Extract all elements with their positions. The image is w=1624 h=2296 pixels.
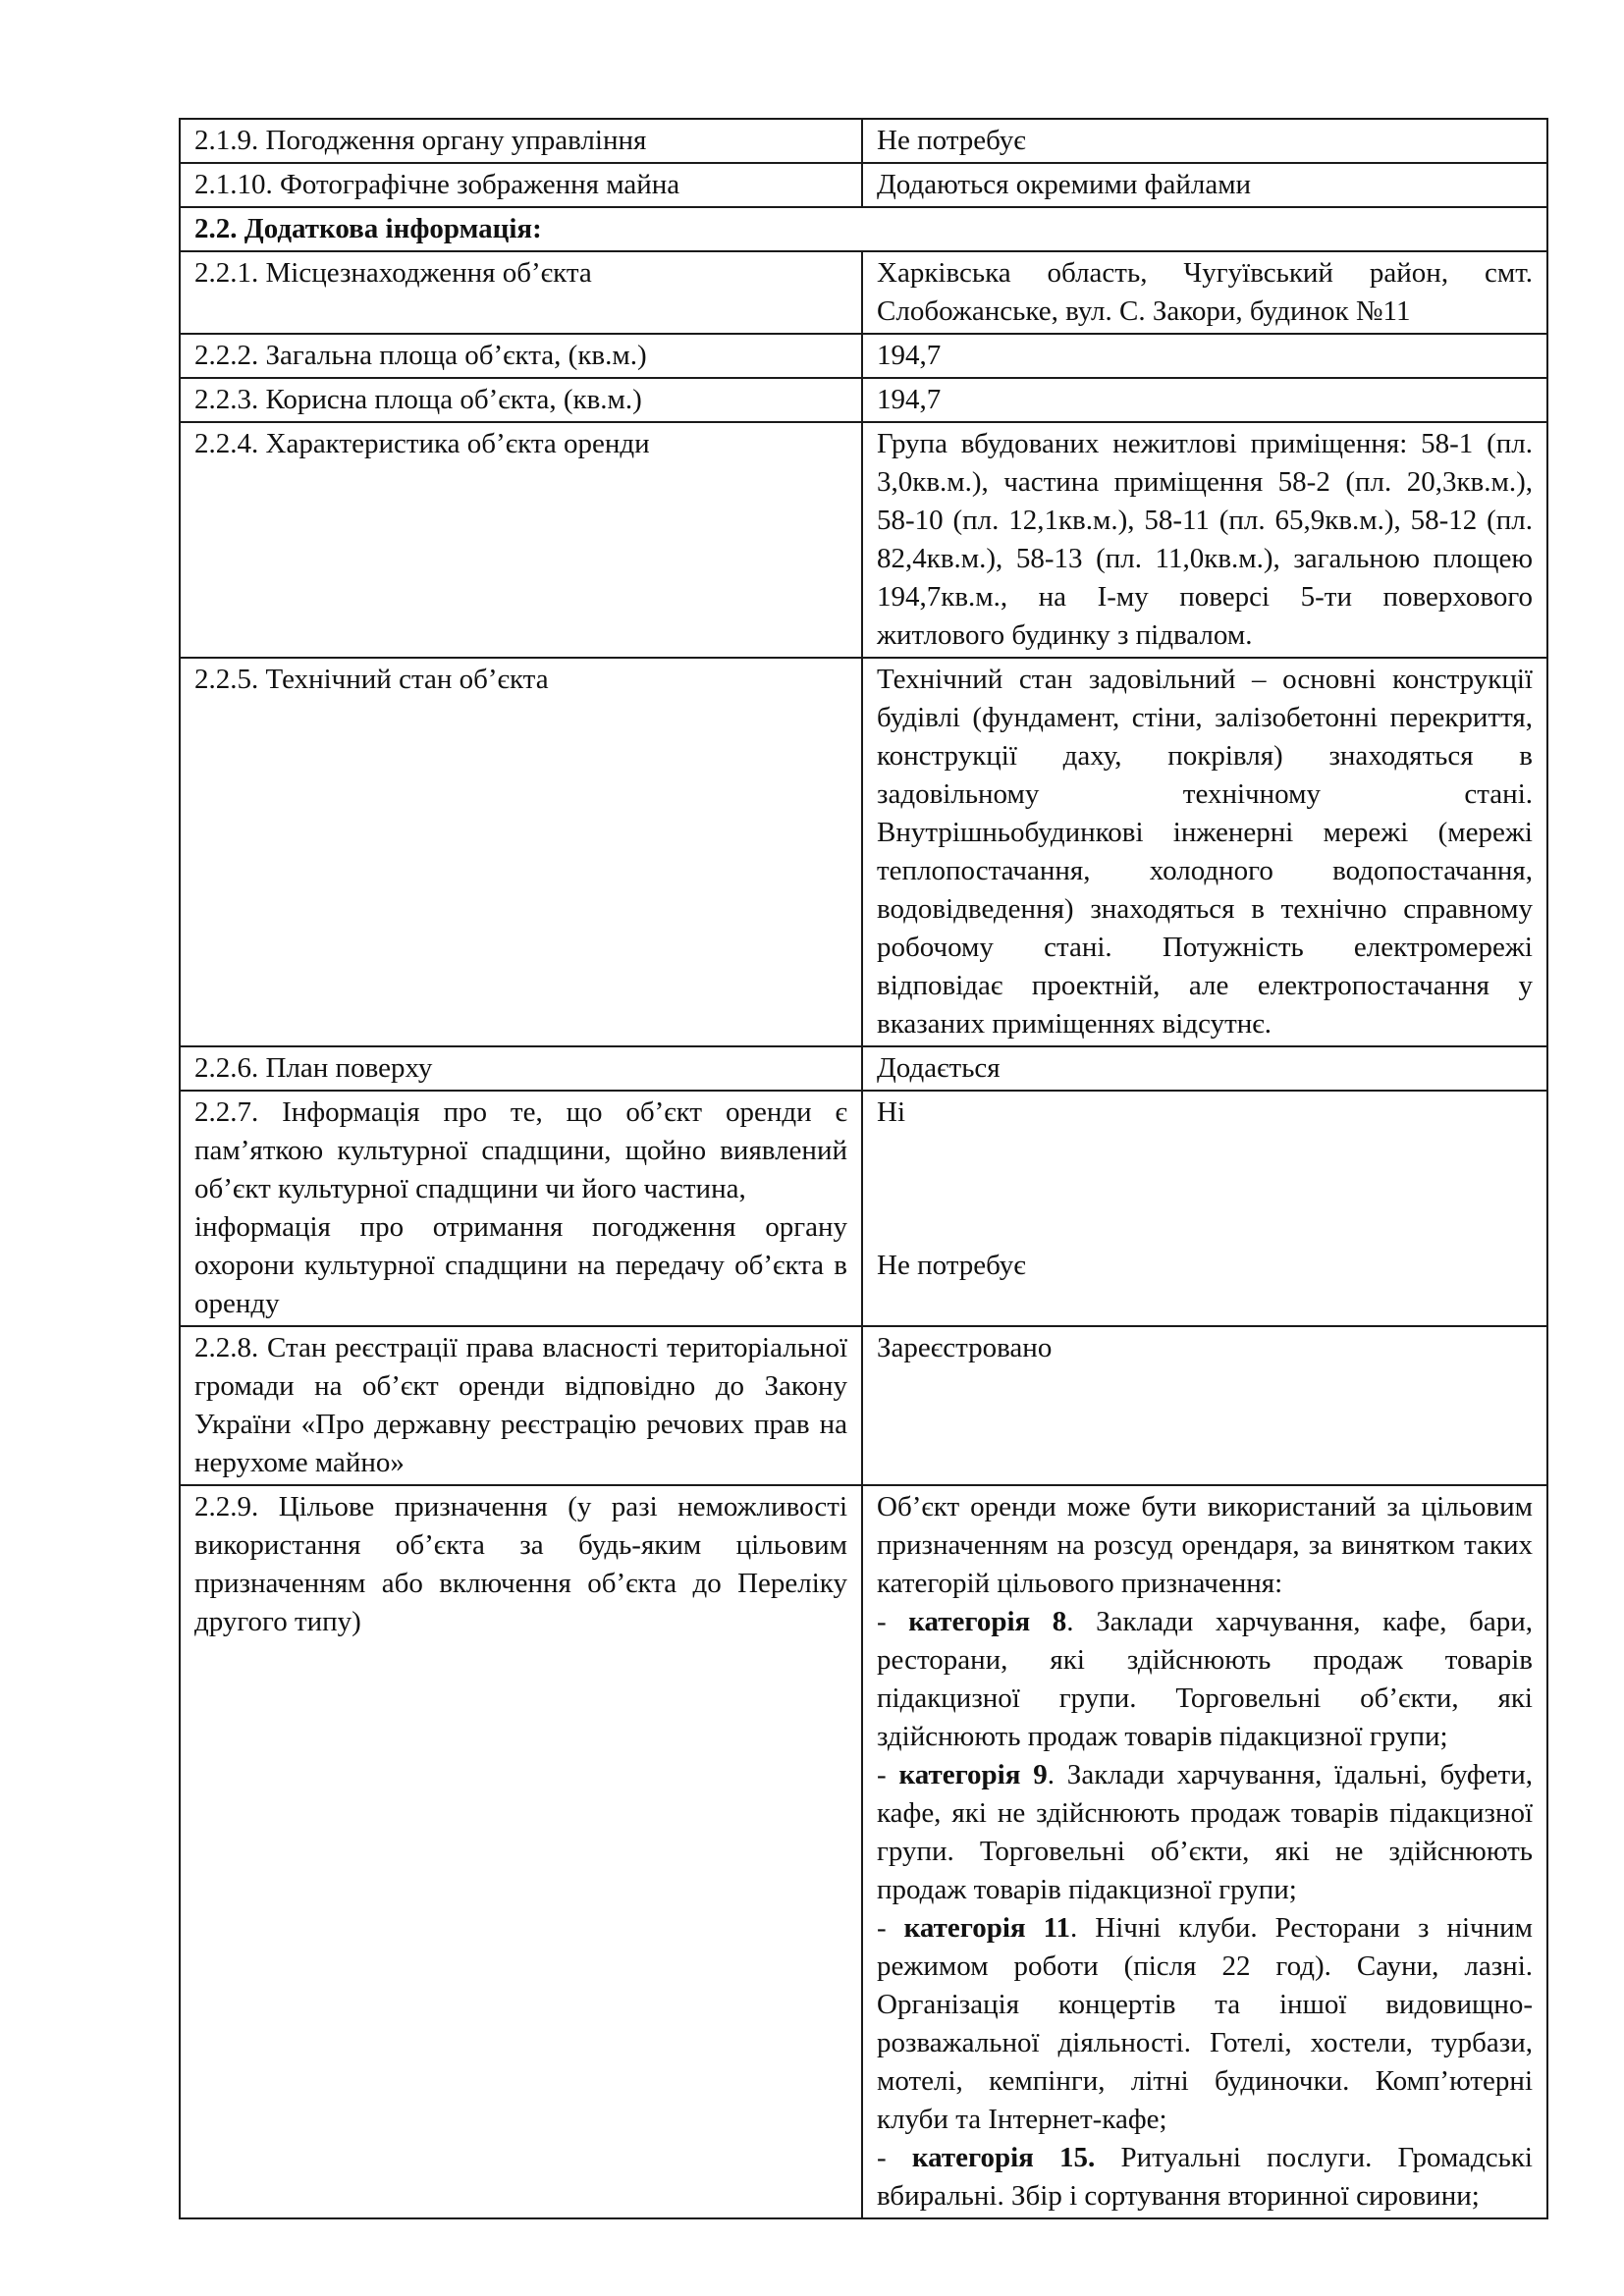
category-name: категорія 9 [898,1759,1048,1790]
row-label: 2.1.9. Погодження органу управління [180,119,862,163]
category-text: . Нічні клуби. Ресторани з нічним режимом роботи (після 22 год). Сауни, лазні. Організація концертів та іншої видовищно-розважальної діяльності. Готелі, хостели, турбази, мотелі, кемпінги, літні будиночки. Комп’ютерні клуби та Інтернет-кафе; [877,1912,1533,2135]
row-value-part: Не потребує [877,1250,1026,1281]
category-item [877,1756,1533,1909]
row-label: 2.2.4. Характеристика об’єкта оренди [180,422,862,658]
row-value: Технічний стан задовільний – основні конструкції будівлі (фундамент, стіни, залізобетонні перекриття, конструкції даху, покрівля) знаходяться в задовільному технічному стані. Внутрішньобудинкові інженерні мережі (мережі теплопостачання, холодного водопостачання, водовідведення) знаходяться в технічно справному робочому стані. Потужність електромережі відповідає проектній, але електропостачання у вказаних приміщеннях відсутнє. [862,658,1547,1046]
row-label [180,1091,862,1326]
row-label: 2.2.5. Технічний стан об’єкта [180,658,862,1046]
row-label-part: 2.2.7. Інформація про те, що об’єкт оренди є пам’яткою культурної спадщини, щойно виявлений об’єкт культурної спадщини чи його частина, [194,1096,847,1204]
category-prefix: - [877,2142,912,2173]
table-row [180,251,1547,334]
row-value [862,1485,1547,2218]
category-name: категорія 15. [911,2142,1096,2173]
category-item [877,2139,1533,2216]
row-value: Не потребує [862,119,1547,163]
table-row [180,1046,1547,1091]
row-label: 2.1.10. Фотографічне зображення майна [180,163,862,207]
table-row [180,378,1547,422]
row-label: 2.2.8. Стан реєстрації права власності територіальної громади на об’єкт оренди відповідно до Закону України «Про державну реєстрацію речових прав на нерухоме майно» [180,1326,862,1485]
category-item [877,1603,1533,1756]
category-text: . Заклади харчування, їдальні, буфети, кафе, які не здійснюють продаж товарів підакцизної групи. Торговельні об’єкти, які не здійснюють продаж товарів підакцизної групи; [877,1759,1533,1905]
row-label: 2.2.1. Місцезнаходження об’єкта [180,251,862,334]
table-row [180,422,1547,658]
row-value: Група вбудованих нежитлові приміщення: 58-1 (пл. 3,0кв.м.), частина приміщення 58-2 (пл. 20,3кв.м.), 58-10 (пл. 12,1кв.м.), 58-11 (пл. 65,9кв.м.), 58-12 (пл. 82,4кв.м.), 58-13 (пл. 11,0кв.м.), загальною площею 194,7кв.м., на І-му поверсі 5-ти поверхового житлового будинку з підвалом. [862,422,1547,658]
category-name: категорія 11 [903,1912,1071,1944]
table-row [180,658,1547,1046]
property-info-table [179,118,1548,2219]
table-row [180,1485,1547,2218]
section-header-row [180,207,1547,251]
row-label: 2.2.2. Загальна площа об’єкта, (кв.м.) [180,334,862,378]
row-label-part: інформація про отримання погодження органу охорони культурної спадщини на передачу об’єкта в оренду [194,1211,847,1319]
table-row [180,334,1547,378]
purpose-intro: Об’єкт оренди може бути використаний за цільовим призначенням на розсуд орендаря, за винятком таких категорій цільового призначення: [877,1491,1533,1599]
row-label: 2.2.3. Корисна площа об’єкта, (кв.м.) [180,378,862,422]
section-header: 2.2. Додаткова інформація: [180,207,1547,251]
row-value [862,1091,1547,1326]
category-prefix: - [877,1759,899,1790]
row-value: Додається [862,1046,1547,1091]
category-prefix: - [877,1606,909,1637]
category-text: . Заклади харчування, кафе, бари, ресторани, які здійснюють продаж товарів підакцизної групи. Торговельні об’єкти, які здійснюють продаж товарів підакцизної групи; [877,1606,1533,1752]
table-row [180,1091,1547,1326]
row-value: Харківська область, Чугуївський район, смт. Слобожанське, вул. С. Закори, будинок №11 [862,251,1547,334]
row-value: Зареєстровано [862,1326,1547,1485]
category-item [877,1909,1533,2139]
row-value: 194,7 [862,334,1547,378]
row-label: 2.2.6. План поверху [180,1046,862,1091]
category-name: категорія 8 [908,1606,1067,1637]
table-row [180,119,1547,163]
row-label: 2.2.9. Цільове призначення (у разі неможливості використання об’єкта за будь-яким цільовим призначенням або включення об’єкта до Переліку другого типу) [180,1485,862,2218]
row-value-part: Ні [877,1096,905,1128]
table-row [180,1326,1547,1485]
category-prefix: - [877,1912,904,1944]
row-value: Додаються окремими файлами [862,163,1547,207]
row-value: 194,7 [862,378,1547,422]
category-text: Ритуальні послуги. Громадські вбиральні. Збір і сортування вторинної сировини; [877,2142,1533,2212]
table-row [180,163,1547,207]
